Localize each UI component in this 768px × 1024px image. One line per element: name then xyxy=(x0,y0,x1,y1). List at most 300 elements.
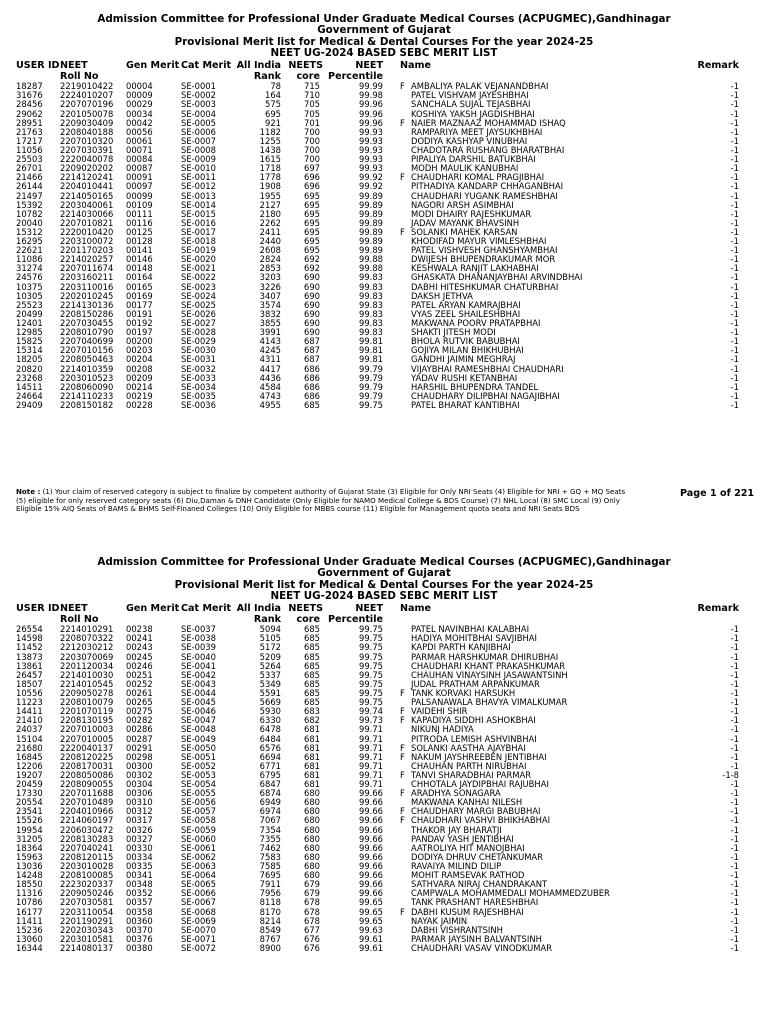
table-row xyxy=(0,401,768,410)
roll-no: 2206030472 xyxy=(60,824,114,835)
gen-merit: 00200 xyxy=(126,336,153,347)
neet-percentile: 99.71 xyxy=(359,742,383,753)
remark: -1 xyxy=(730,815,739,826)
roll-no: 2203010523 xyxy=(60,372,114,383)
remark: -1 xyxy=(730,272,739,283)
gen-merit: 00164 xyxy=(126,272,153,283)
cat-merit: SE-0002 xyxy=(181,90,216,101)
neet-percentile: 99.75 xyxy=(359,669,383,680)
candidate-name: KAPADIYA SIDDHI ASHOKBHAI xyxy=(411,715,536,726)
gen-merit: 00302 xyxy=(126,769,153,780)
candidate-name: TANVI SHARADBHAI PARMAR xyxy=(411,769,532,780)
neet-percentile: 99.65 xyxy=(359,897,383,908)
remark: -1 xyxy=(730,888,739,899)
table-row xyxy=(0,346,768,355)
gen-merit: 00358 xyxy=(126,906,153,917)
remark: -1 xyxy=(730,126,739,137)
remark: -1 xyxy=(730,245,739,256)
gen-merit: 00192 xyxy=(126,318,153,329)
user-id: 20040 xyxy=(16,217,43,228)
candidate-name: PATEL ARYAN KAMRAJBHAI xyxy=(411,299,521,310)
roll-no: 2214050165 xyxy=(60,190,114,201)
roll-no: 2207010003 xyxy=(60,724,114,735)
table-row xyxy=(0,91,768,100)
gen-merit: 00370 xyxy=(126,924,153,935)
neet-score: 685 xyxy=(304,697,320,708)
cat-merit: SE-0003 xyxy=(181,99,216,110)
table-row xyxy=(0,716,768,725)
candidate-name: MAKWANA KANHAI NILESH xyxy=(411,797,523,808)
user-id: 21410 xyxy=(16,715,43,726)
all-india-rank: 6478 xyxy=(259,724,281,735)
header-list-title: Provisional Merit list for Medical & Dental Courses For the year 2024-25 xyxy=(174,35,594,48)
footnote xyxy=(16,488,626,514)
neet-percentile: 99.93 xyxy=(359,163,383,174)
col-neet: NEET xyxy=(60,603,88,615)
neet-score: 686 xyxy=(304,390,320,401)
neet-percentile: 99.83 xyxy=(359,299,383,310)
neet-percentile: 99.75 xyxy=(359,642,383,653)
table-row xyxy=(0,374,768,383)
remark: -1-8 xyxy=(722,769,739,780)
remark: -1 xyxy=(730,915,739,926)
table-row xyxy=(0,164,768,173)
all-india-rank: 7354 xyxy=(259,824,281,835)
user-id: 11056 xyxy=(16,144,43,155)
neet-percentile: 99.65 xyxy=(359,906,383,917)
neet-percentile: 99.81 xyxy=(359,336,383,347)
candidate-name: PITHADIYA KANDARP CHHAGANBHAI xyxy=(411,181,564,192)
neet-score: 715 xyxy=(304,81,320,92)
candidate-name: PIPALIYA DARSHIL BATUKBHAI xyxy=(411,154,536,165)
gen-merit: 00177 xyxy=(126,299,153,310)
remark: -1 xyxy=(730,226,739,237)
all-india-rank: 4311 xyxy=(259,354,281,365)
neet-score: 685 xyxy=(304,400,320,411)
all-india-rank: 5349 xyxy=(259,678,281,689)
neet-percentile: 99.75 xyxy=(359,633,383,644)
neet-percentile: 99.66 xyxy=(359,861,383,872)
user-id: 31676 xyxy=(16,90,43,101)
user-id: 15236 xyxy=(16,924,43,935)
table-row xyxy=(0,246,768,255)
roll-no: 2208090055 xyxy=(60,779,114,790)
neet-percentile: 99.75 xyxy=(359,651,383,662)
col-rank: Rank xyxy=(253,71,281,83)
col-rank: Rank xyxy=(253,614,281,626)
remark: -1 xyxy=(730,669,739,680)
col-neets: NEETS xyxy=(288,60,323,72)
user-id: 29062 xyxy=(16,108,43,119)
header-list-title: Provisional Merit list for Medical & Dental Courses For the year 2024-25 xyxy=(174,578,594,591)
col-percentile: Percentile xyxy=(328,614,383,626)
roll-no: 2220040078 xyxy=(60,154,114,165)
roll-no: 2203110016 xyxy=(60,281,114,292)
all-india-rank: 3574 xyxy=(259,299,281,310)
header-merit-type: NEET UG-2024 BASED SEBC MERIT LIST xyxy=(270,46,498,59)
neet-percentile: 99.83 xyxy=(359,290,383,301)
roll-no: 2207011674 xyxy=(60,263,114,274)
neet-percentile: 99.66 xyxy=(359,842,383,853)
neet-score: 690 xyxy=(304,290,320,301)
table-row xyxy=(0,155,768,164)
cat-merit: SE-0039 xyxy=(181,642,216,653)
all-india-rank: 5337 xyxy=(259,669,281,680)
gender-flag: F xyxy=(400,715,405,726)
table-row xyxy=(0,137,768,146)
neet-percentile: 99.79 xyxy=(359,372,383,383)
table-row xyxy=(0,780,768,789)
all-india-rank: 4584 xyxy=(259,381,281,392)
cat-merit: SE-0060 xyxy=(181,833,216,844)
user-id: 16344 xyxy=(16,943,43,954)
header-merit-type: NEET UG-2024 BASED SEBC MERIT LIST xyxy=(270,589,498,602)
gen-merit: 00306 xyxy=(126,788,153,799)
cat-merit: SE-0051 xyxy=(181,751,216,762)
neet-percentile: 99.88 xyxy=(359,254,383,265)
all-india-rank: 5094 xyxy=(259,624,281,635)
candidate-name: NAYAK JAIMIN xyxy=(411,915,468,926)
neet-percentile: 99.89 xyxy=(359,217,383,228)
note-label: Note : xyxy=(16,487,41,496)
candidate-name: DABHI HITESHKUMAR CHATURBHAI xyxy=(411,281,559,292)
remark: -1 xyxy=(730,724,739,735)
neet-score: 681 xyxy=(304,751,320,762)
remark: -1 xyxy=(730,806,739,817)
remark: -1 xyxy=(730,336,739,347)
all-india-rank: 3991 xyxy=(259,327,281,338)
candidate-name: PARMAR JAYSINH BALVANTSINH xyxy=(411,933,542,944)
roll-no: 2207040241 xyxy=(60,842,114,853)
user-id: 14511 xyxy=(16,381,43,392)
gen-merit: 00029 xyxy=(126,99,153,110)
col-neets: NEETS xyxy=(288,603,323,615)
all-india-rank: 2262 xyxy=(259,217,281,228)
candidate-name: CHAUDHARI VASHVI BHIKHABHAI xyxy=(411,815,551,826)
roll-no: 2214010291 xyxy=(60,624,114,635)
all-india-rank: 4743 xyxy=(259,390,281,401)
remark: -1 xyxy=(730,308,739,319)
neet-percentile: 99.83 xyxy=(359,327,383,338)
cat-merit: SE-0011 xyxy=(181,172,216,183)
gen-merit: 00165 xyxy=(126,281,153,292)
gen-merit: 00380 xyxy=(126,943,153,954)
roll-no: 2207040699 xyxy=(60,336,114,347)
remark: -1 xyxy=(730,933,739,944)
remark: -1 xyxy=(730,642,739,653)
user-id: 21763 xyxy=(16,126,43,137)
candidate-name: PATEL BHARAT KANTIBHAI xyxy=(411,400,520,411)
all-india-rank: 7911 xyxy=(259,879,281,890)
table-row xyxy=(0,753,768,762)
roll-no: 2209030409 xyxy=(60,117,114,128)
user-id: 28951 xyxy=(16,117,43,128)
user-id: 18507 xyxy=(16,678,43,689)
candidate-name: CHADOTARA RUSHANG BHARATBHAI xyxy=(411,144,565,155)
user-id: 15392 xyxy=(16,199,43,210)
remark: -1 xyxy=(730,687,739,698)
candidate-name: CHHOTALA JAYDIPBHAI RAJUBHAI xyxy=(411,779,549,790)
neet-score: 696 xyxy=(304,172,320,183)
cat-merit: SE-0041 xyxy=(181,660,216,671)
neet-score: 696 xyxy=(304,181,320,192)
col-gen-merit: Gen Merit xyxy=(126,60,180,72)
gen-merit: 00169 xyxy=(126,290,153,301)
gen-merit: 00071 xyxy=(126,144,153,155)
neet-percentile: 99.71 xyxy=(359,760,383,771)
user-id: 17330 xyxy=(16,788,43,799)
col-all-india: All India xyxy=(236,603,281,615)
candidate-name: TANK KORVAKI HARSUKH xyxy=(411,687,516,698)
roll-no: 2207010489 xyxy=(60,797,114,808)
cat-merit: SE-0071 xyxy=(181,933,216,944)
all-india-rank: 7956 xyxy=(259,888,281,899)
cat-merit: SE-0009 xyxy=(181,154,216,165)
neet-score: 676 xyxy=(304,943,320,954)
all-india-rank: 921 xyxy=(265,117,281,128)
user-id: 26554 xyxy=(16,624,43,635)
neet-percentile: 99.66 xyxy=(359,879,383,890)
cat-merit: SE-0062 xyxy=(181,851,216,862)
roll-no: 2223020337 xyxy=(60,879,114,890)
roll-no: 2209050278 xyxy=(60,687,114,698)
candidate-name: TANK PRASHANT HARESHBHAI xyxy=(411,897,539,908)
user-id: 25503 xyxy=(16,154,43,165)
neet-score: 692 xyxy=(304,254,320,265)
gen-merit: 00197 xyxy=(126,327,153,338)
cat-merit: SE-0038 xyxy=(181,633,216,644)
neet-percentile: 99.79 xyxy=(359,390,383,401)
neet-percentile: 99.93 xyxy=(359,126,383,137)
user-id: 23541 xyxy=(16,806,43,817)
neet-score: 683 xyxy=(304,706,320,717)
remark: -1 xyxy=(730,788,739,799)
cat-merit: SE-0059 xyxy=(181,824,216,835)
gen-merit: 00348 xyxy=(126,879,153,890)
cat-merit: SE-0072 xyxy=(181,943,216,954)
user-id: 28456 xyxy=(16,99,43,110)
roll-no: 2214010030 xyxy=(60,669,114,680)
gen-merit: 00310 xyxy=(126,797,153,808)
merit-rows-page-1 xyxy=(0,82,768,410)
remark: -1 xyxy=(730,163,739,174)
neet-percentile: 99.61 xyxy=(359,933,383,944)
gen-merit: 00330 xyxy=(126,842,153,853)
user-id: 18205 xyxy=(16,354,43,365)
user-id: 10375 xyxy=(16,281,43,292)
table-row xyxy=(0,128,768,137)
all-india-rank: 5264 xyxy=(259,660,281,671)
all-india-rank: 2824 xyxy=(259,254,281,265)
cat-merit: SE-0028 xyxy=(181,327,216,338)
all-india-rank: 6330 xyxy=(259,715,281,726)
roll-no: 2214120241 xyxy=(60,172,114,183)
user-id: 20554 xyxy=(16,797,43,808)
neet-score: 690 xyxy=(304,327,320,338)
all-india-rank: 6771 xyxy=(259,760,281,771)
remark: -1 xyxy=(730,108,739,119)
user-id: 12985 xyxy=(16,327,43,338)
remark: -1 xyxy=(730,117,739,128)
neet-score: 680 xyxy=(304,851,320,862)
roll-no: 2203010581 xyxy=(60,933,114,944)
candidate-name: PATEL VISHVESH GHANSHYAMBHAI xyxy=(411,245,558,256)
remark: -1 xyxy=(730,400,739,411)
gender-flag: F xyxy=(400,172,405,183)
neet-percentile: 99.66 xyxy=(359,806,383,817)
all-india-rank: 5209 xyxy=(259,651,281,662)
candidate-name: CHAUDHARI KHANT PRAKASHKUMAR xyxy=(411,660,566,671)
neet-percentile: 99.89 xyxy=(359,190,383,201)
user-id: 17217 xyxy=(16,135,43,146)
cat-merit: SE-0033 xyxy=(181,372,216,383)
all-india-rank: 3407 xyxy=(259,290,281,301)
candidate-name: MODI DHAIRY RAJESHKUMAR xyxy=(411,208,532,219)
user-id: 10786 xyxy=(16,897,43,908)
roll-no: 2209020202 xyxy=(60,163,114,174)
neet-score: 695 xyxy=(304,226,320,237)
cat-merit: SE-0024 xyxy=(181,290,216,301)
all-india-rank: 1955 xyxy=(259,190,281,201)
user-id: 23268 xyxy=(16,372,43,383)
user-id: 21497 xyxy=(16,190,43,201)
user-id: 10782 xyxy=(16,208,43,219)
neet-percentile: 99.66 xyxy=(359,797,383,808)
neet-percentile: 99.83 xyxy=(359,281,383,292)
user-id: 21680 xyxy=(16,742,43,753)
neet-score: 700 xyxy=(304,144,320,155)
candidate-name: PALSANAWALA BHAVYA VIMALKUMAR xyxy=(411,697,568,708)
cat-merit: SE-0026 xyxy=(181,308,216,319)
cat-merit: SE-0032 xyxy=(181,363,216,374)
roll-no: 2208130195 xyxy=(60,715,114,726)
neet-score: 685 xyxy=(304,660,320,671)
neet-percentile: 99.81 xyxy=(359,345,383,356)
table-row xyxy=(0,908,768,917)
neet-percentile: 99.88 xyxy=(359,263,383,274)
table-row xyxy=(0,789,768,798)
roll-no: 2204010441 xyxy=(60,181,114,192)
column-headers xyxy=(0,60,768,82)
all-india-rank: 3226 xyxy=(259,281,281,292)
col-remark: Remark xyxy=(697,60,739,72)
user-id: 13060 xyxy=(16,933,43,944)
table-row xyxy=(0,653,768,662)
remark: -1 xyxy=(730,833,739,844)
table-row xyxy=(0,762,768,771)
cat-merit: SE-0067 xyxy=(181,897,216,908)
candidate-name: HADIYA MOHITBHAI SAVJIBHAI xyxy=(411,633,537,644)
roll-no: 2201070119 xyxy=(60,706,114,717)
candidate-name: CHAUHAN PARTH NIRUBHAI xyxy=(411,760,527,771)
col-roll-no: Roll No xyxy=(60,614,99,626)
cat-merit: SE-0068 xyxy=(181,906,216,917)
user-id: 12206 xyxy=(16,760,43,771)
table-row xyxy=(0,643,768,652)
neet-percentile: 99.89 xyxy=(359,226,383,237)
table-row xyxy=(0,228,768,237)
candidate-name: VYAS ZEEL SHAILESHBHAI xyxy=(411,308,521,319)
remark: -1 xyxy=(730,678,739,689)
remark: -1 xyxy=(730,90,739,101)
cat-merit: SE-0021 xyxy=(181,263,216,274)
candidate-name: CAMPWALA MOHAMMEDALI MOHAMMEDZUBER xyxy=(411,888,610,899)
roll-no: 2207010320 xyxy=(60,135,114,146)
table-row xyxy=(0,725,768,734)
candidate-name: KHODIFAD MAYUR VIMLESHBHAI xyxy=(411,236,547,247)
table-row xyxy=(0,926,768,935)
cat-merit: SE-0063 xyxy=(181,861,216,872)
roll-no: 2207030581 xyxy=(60,897,114,908)
candidate-name: SOLANKI MAHEK KARSAN xyxy=(411,226,518,237)
user-id: 29409 xyxy=(16,400,43,411)
table-row xyxy=(0,662,768,671)
neet-score: 678 xyxy=(304,897,320,908)
neet-score: 695 xyxy=(304,245,320,256)
candidate-name: SANCHALA SUJAL TEJASBHAI xyxy=(411,99,531,110)
table-row xyxy=(0,273,768,282)
user-id: 14248 xyxy=(16,870,43,881)
neet-score: 687 xyxy=(304,354,320,365)
all-india-rank: 1908 xyxy=(259,181,281,192)
neet-score: 695 xyxy=(304,217,320,228)
table-row xyxy=(0,680,768,689)
neet-score: 679 xyxy=(304,888,320,899)
cat-merit: SE-0043 xyxy=(181,678,216,689)
all-india-rank: 1255 xyxy=(259,135,281,146)
roll-no: 2201050078 xyxy=(60,108,114,119)
gen-merit: 00360 xyxy=(126,915,153,926)
cat-merit: SE-0023 xyxy=(181,281,216,292)
neet-percentile: 99.92 xyxy=(359,172,383,183)
all-india-rank: 5669 xyxy=(259,697,281,708)
table-row xyxy=(0,283,768,292)
remark: -1 xyxy=(730,633,739,644)
candidate-name: DABHI KUSUM RAJESHBHAI xyxy=(411,906,524,917)
remark: -1 xyxy=(730,236,739,247)
gender-flag: F xyxy=(400,788,405,799)
remark: -1 xyxy=(730,751,739,762)
user-id: 13873 xyxy=(16,651,43,662)
remark: -1 xyxy=(730,144,739,155)
roll-no: 2203110054 xyxy=(60,906,114,917)
neet-score: 681 xyxy=(304,769,320,780)
neet-score: 686 xyxy=(304,381,320,392)
gen-merit: 00261 xyxy=(126,687,153,698)
neet-percentile: 99.66 xyxy=(359,788,383,799)
neet-score: 686 xyxy=(304,363,320,374)
all-india-rank: 2440 xyxy=(259,236,281,247)
remark: -1 xyxy=(730,697,739,708)
gen-merit: 00148 xyxy=(126,263,153,274)
roll-no: 2203100072 xyxy=(60,236,114,247)
table-row xyxy=(0,707,768,716)
neet-score: 681 xyxy=(304,724,320,735)
gen-merit: 00327 xyxy=(126,833,153,844)
table-row xyxy=(0,355,768,364)
table-row xyxy=(0,392,768,401)
candidate-name: BHOLA RUTVIK BABUBHAI xyxy=(411,336,520,347)
table-row xyxy=(0,201,768,210)
table-row xyxy=(0,862,768,871)
neet-score: 692 xyxy=(304,263,320,274)
candidate-name: KAPDI PARTH KANJIBHAI xyxy=(411,642,511,653)
all-india-rank: 575 xyxy=(265,99,281,110)
table-row xyxy=(0,182,768,191)
neet-score: 685 xyxy=(304,669,320,680)
remark: -1 xyxy=(730,354,739,365)
neet-percentile: 99.75 xyxy=(359,660,383,671)
